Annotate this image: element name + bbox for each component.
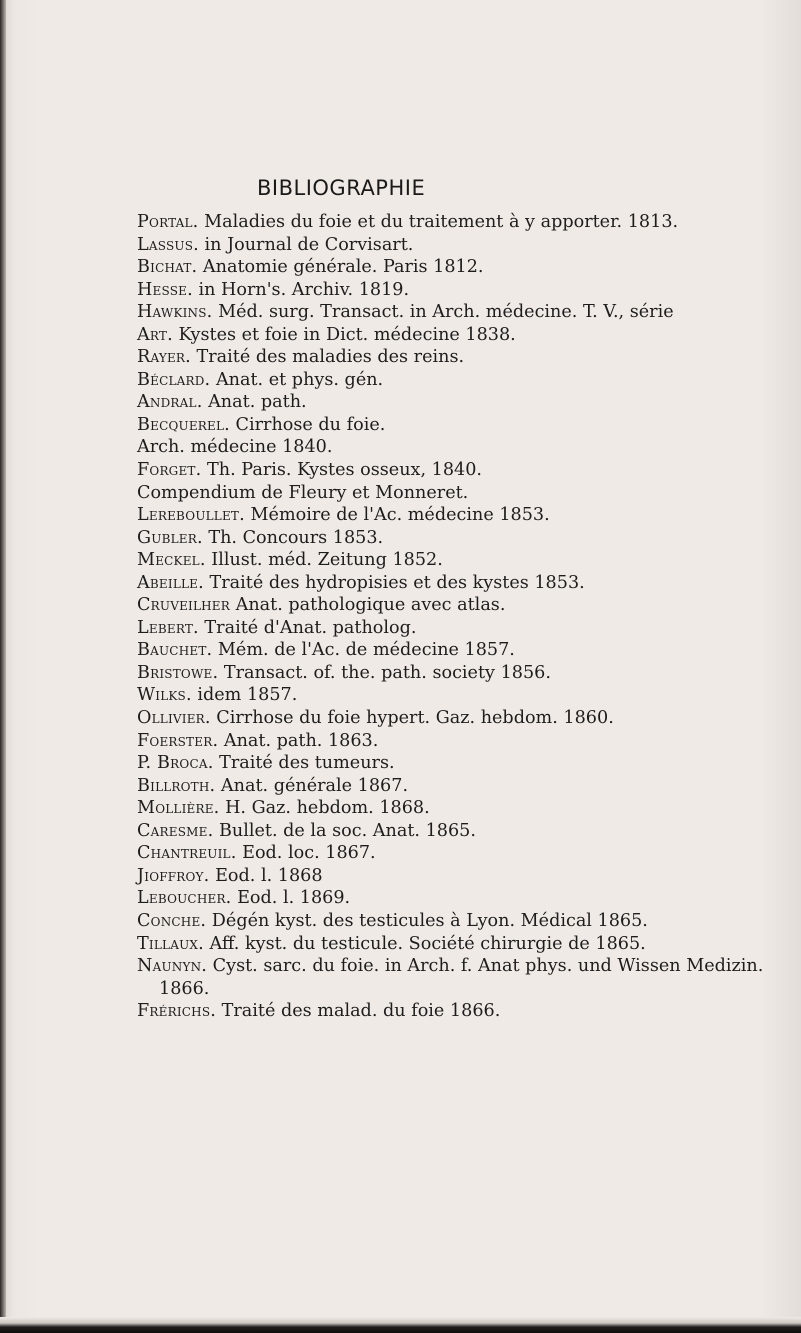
entry-text: Anat. générale 1867. bbox=[215, 775, 409, 796]
entry-author: Bristowe. bbox=[137, 662, 219, 683]
bibliography-entry bbox=[137, 482, 777, 505]
bibliography-entry bbox=[137, 436, 777, 459]
bibliography-entry bbox=[137, 820, 777, 843]
entry-text: Bullet. de la soc. Anat. 1865. bbox=[213, 820, 476, 841]
bibliography-list bbox=[137, 211, 777, 1023]
bibliography-entry bbox=[137, 279, 777, 302]
entry-author: Hesse. bbox=[137, 279, 193, 300]
bibliography-entry bbox=[137, 414, 777, 437]
bibliography-entry bbox=[137, 234, 777, 257]
bibliography-entry bbox=[137, 730, 777, 753]
bibliography-entry bbox=[137, 346, 777, 369]
entry-author: Béclard. bbox=[137, 369, 211, 390]
entry-author: Abeille. bbox=[137, 572, 204, 593]
bibliography-entry bbox=[137, 1000, 777, 1023]
entry-text: Anat. pathologique avec atlas. bbox=[230, 595, 506, 616]
entry-text: Kystes et foie in Dict. médecine 1838. bbox=[172, 324, 516, 345]
bibliography-entry bbox=[137, 617, 777, 640]
entry-text: Traité d'Anat. patholog. bbox=[198, 617, 417, 638]
entry-author: Jioffroy. bbox=[137, 865, 210, 886]
page-title: BIBLIOGRAPHIE bbox=[257, 176, 426, 200]
entry-author: Foerster. bbox=[137, 730, 219, 751]
entry-author: Becquerel. bbox=[137, 414, 230, 435]
bibliography-entry bbox=[137, 933, 777, 956]
entry-author: Ollivier. bbox=[137, 708, 211, 729]
bibliography-entry bbox=[137, 639, 777, 662]
entry-text: in Journal de Corvisart. bbox=[198, 234, 414, 255]
entry-author: P. Broca. bbox=[137, 753, 214, 774]
entry-text: Anat. et phys. gén. bbox=[210, 369, 384, 390]
bibliography-entry bbox=[137, 504, 777, 527]
entry-text: Méd. surg. Transact. in Arch. médecine. T. V., série bbox=[212, 302, 674, 323]
bibliography-entry bbox=[137, 842, 777, 865]
bibliography-entry bbox=[137, 301, 777, 324]
bibliography-entry bbox=[137, 910, 777, 933]
bibliography-entry bbox=[137, 797, 777, 820]
entry-author: Leboucher. bbox=[137, 888, 232, 909]
entry-author: Portal. bbox=[137, 212, 199, 232]
entry-author: Naunyn. bbox=[137, 956, 208, 977]
entry-author: Conche. bbox=[137, 910, 207, 931]
entry-text: Traité des hydropisies et des kystes 1853. bbox=[203, 572, 585, 593]
entry-text: idem 1857. bbox=[191, 685, 298, 706]
bibliography-entry bbox=[137, 459, 777, 482]
entry-text: Anat. path. bbox=[202, 392, 307, 413]
entry-author: Art. bbox=[137, 324, 173, 345]
entry-author: Mollière. bbox=[137, 798, 220, 819]
bibliography-entry bbox=[137, 955, 777, 1000]
entry-text: Traité des maladies des reins. bbox=[190, 347, 465, 368]
bibliography-entry bbox=[137, 527, 777, 550]
bibliography-entry bbox=[137, 662, 777, 685]
bibliography-entry bbox=[137, 684, 777, 707]
entry-author: Chantreuil. bbox=[137, 843, 237, 864]
entry-author: Forget. bbox=[137, 460, 202, 481]
entry-text: H. Gaz. hebdom. 1868. bbox=[219, 798, 430, 819]
entry-text: Compendium de Fleury et Monneret. bbox=[137, 482, 469, 503]
entry-text: Anat. path. 1863. bbox=[218, 730, 379, 751]
entry-author: Bauchet. bbox=[137, 640, 213, 661]
entry-author: Meckel. bbox=[137, 550, 206, 571]
bibliography-entry bbox=[137, 594, 777, 617]
entry-author: Lebert. bbox=[137, 617, 199, 638]
entry-author: Cruveilher bbox=[137, 595, 231, 616]
bibliography-entry bbox=[137, 707, 777, 730]
entry-text: Cirrhose du foie. bbox=[229, 414, 386, 435]
bibliography-entry bbox=[137, 775, 777, 798]
bibliography-entry bbox=[137, 549, 777, 572]
entry-text: Maladies du foie et du traitement à y apporter. 1813. bbox=[198, 212, 679, 232]
entry-text: Traité des malad. du foie 1866. bbox=[216, 1001, 501, 1022]
bibliography-entry bbox=[137, 887, 777, 910]
entry-text: Mém. de l'Ac. de médecine 1857. bbox=[212, 640, 515, 661]
entry-author: Rayer. bbox=[137, 347, 191, 368]
bibliography-entry bbox=[137, 369, 777, 392]
page-bottom-edge bbox=[0, 1317, 801, 1333]
entry-text: Cyst. sarc. du foie. in Arch. f. Anat phys. und Wissen Medizin. 1866. bbox=[159, 956, 764, 999]
entry-author: Frérichs. bbox=[137, 1001, 217, 1022]
bibliography-entry bbox=[137, 572, 777, 595]
entry-author: Andral. bbox=[137, 392, 203, 413]
entry-text: Eod. l. 1869. bbox=[231, 888, 351, 909]
entry-text: Eod. l. 1868 bbox=[209, 865, 323, 886]
bibliography-entry bbox=[137, 865, 777, 888]
entry-author: Caresme. bbox=[137, 820, 214, 841]
entry-author: Tillaux. bbox=[137, 933, 204, 954]
entry-text: Illust. méd. Zeitung 1852. bbox=[205, 550, 443, 571]
entry-text: Transact. of. the. path. society 1856. bbox=[218, 662, 551, 683]
entry-author: Hawkins. bbox=[137, 302, 213, 323]
entry-author: Lassus. bbox=[137, 234, 199, 255]
bibliography-entry bbox=[137, 752, 777, 775]
entry-author: Gubler. bbox=[137, 527, 203, 548]
entry-text: Anatomie générale. Paris 1812. bbox=[197, 257, 484, 278]
bibliography-entry bbox=[137, 391, 777, 414]
entry-text: Aff. kyst. du testicule. Société chirurgie de 1865. bbox=[203, 933, 646, 954]
entry-text: in Horn's. Archiv. 1819. bbox=[192, 279, 410, 300]
entry-author: Bichat. bbox=[137, 257, 198, 278]
entry-text: Dégén kyst. des testicules à Lyon. Médical 1865. bbox=[206, 910, 648, 931]
entry-author: Billroth. bbox=[137, 775, 216, 796]
bibliography-entry bbox=[137, 211, 777, 234]
entry-text: Arch. médecine 1840. bbox=[137, 437, 333, 458]
entry-text: Th. Paris. Kystes osseux, 1840. bbox=[201, 460, 483, 481]
entry-author: Lereboullet. bbox=[137, 505, 245, 526]
entry-text: Mémoire de l'Ac. médecine 1853. bbox=[244, 505, 550, 526]
entry-text: Eod. loc. 1867. bbox=[236, 843, 376, 864]
bibliography-entry bbox=[137, 324, 777, 347]
bibliography-entry bbox=[137, 256, 777, 279]
page-left-edge bbox=[0, 0, 6, 1333]
entry-text: Th. Concours 1853. bbox=[202, 527, 384, 548]
entry-author: Wilks. bbox=[137, 685, 192, 706]
entry-text: Cirrhose du foie hypert. Gaz. hebdom. 1860. bbox=[210, 708, 614, 729]
entry-text: Traité des tumeurs. bbox=[213, 753, 395, 774]
